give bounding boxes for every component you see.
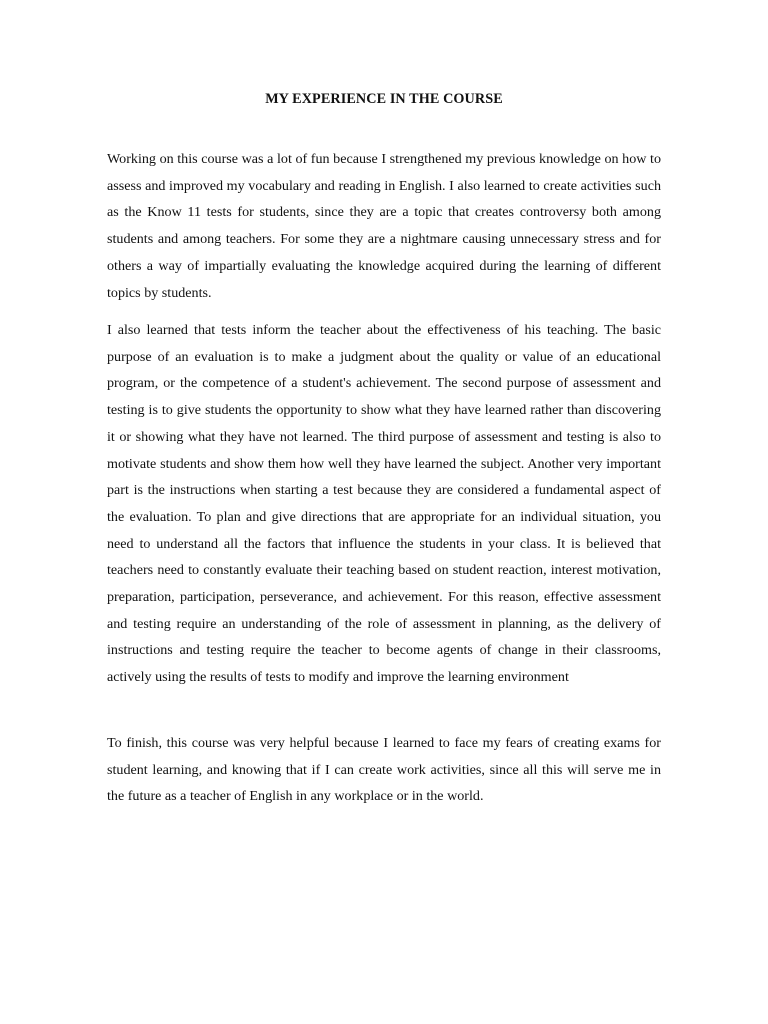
document-title: MY EXPERIENCE IN THE COURSE [265, 91, 503, 107]
paragraph-3: To finish, this course was very helpful because I learned to face my fears of creating exams for student learning, and knowing that if I can create work activities, since all this will serve me in the future as a teacher of English in any workplace or in the world. [107, 735, 661, 805]
paragraph-2: I also learned that tests inform the teacher about the effectiveness of his teaching. The basic purpose of an evaluation is to make a judgment about the quality or value of an educational program, or the competence of a student's achievement. The second purpose of assessment and testing is to give students the opportunity to show what they have learned rather than discovering it or showing what they have not learned. The third purpose of assessment and testing is also to motivate students and show them how well they have learned the subject. Another very important part is the instructions when starting a test because they are considered a fundamental aspect of the evaluation. To plan and give directions that are appropriate for an individual situation, you need to understand all the factors that influence the students in your class. It is believed that teachers need to constantly evaluate their teaching based on student reaction, interest motivation, preparation, participation, perseverance, and achievement. For this reason, effective assessment and testing require an understanding of the role of assessment in planning, as the delivery of instructions and testing require the teacher to become agents of change in their classrooms, actively using the results of tests to modify and improve the learning environment [107, 322, 661, 686]
paragraph-1: Working on this course was a lot of fun because I strengthened my previous knowledge on how to assess and improved my vocabulary and reading in English. I also learned to create activities such as the Know 11 tests for students, since they are a topic that creates controversy both among students and among teachers. For some they are a nightmare causing unnecessary stress and for others a way of impartially evaluating the knowledge acquired during the learning of different topics by students. [107, 151, 661, 301]
